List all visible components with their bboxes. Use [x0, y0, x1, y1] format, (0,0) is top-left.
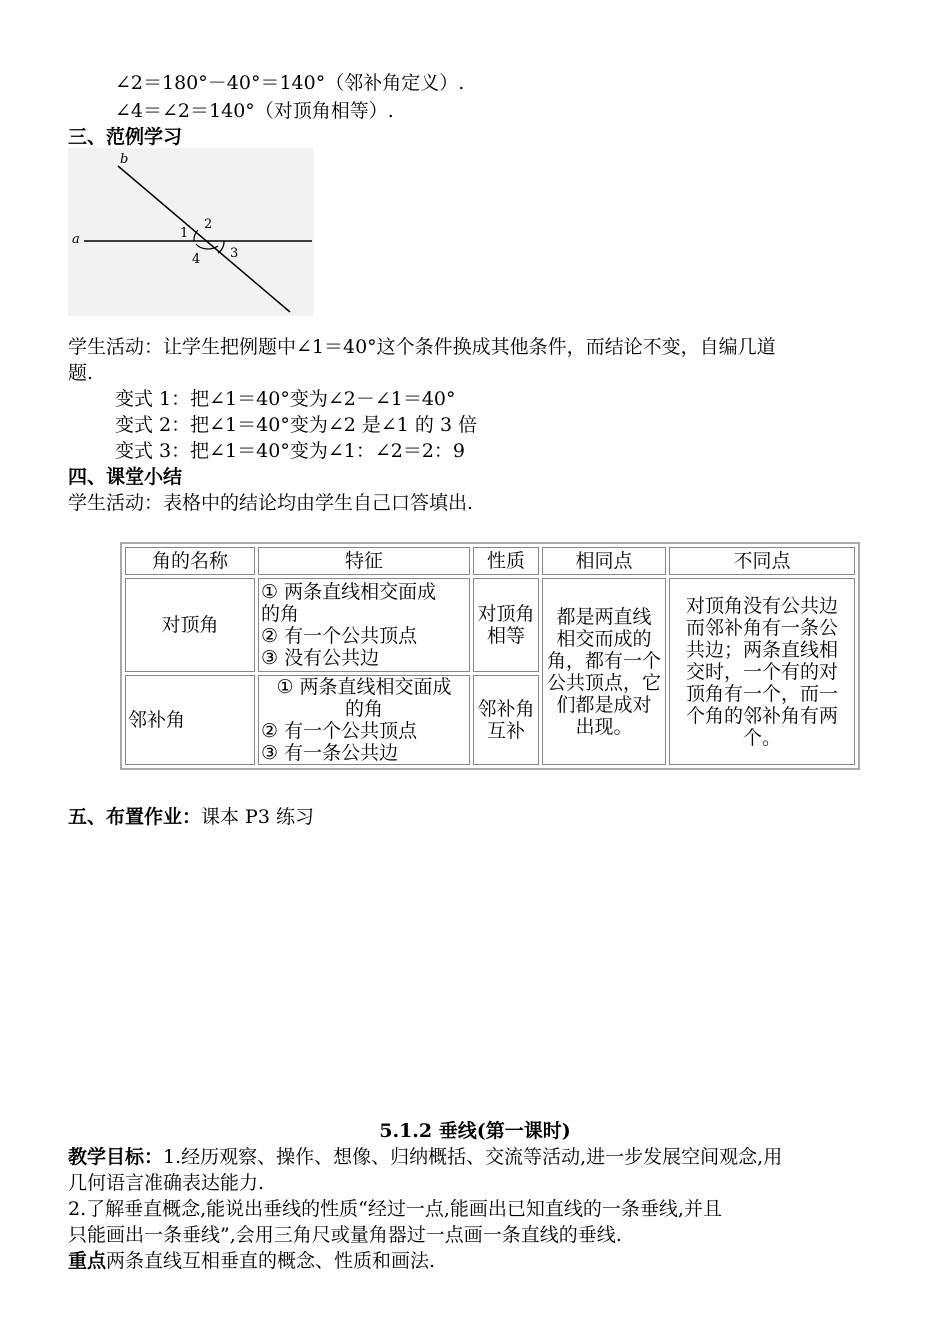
property-line: 互补: [486, 720, 525, 742]
diff-line: 交时，一个有的对: [685, 660, 838, 683]
lesson-title: 5.1.2 垂线(第一课时): [379, 1120, 571, 1142]
feature-line: 的角: [344, 698, 383, 720]
diff-line: 个角的邻补角有两: [685, 704, 838, 727]
label-3: 3: [230, 246, 239, 261]
same-line: 公共顶点，它: [546, 671, 661, 694]
key-point-line: [68, 1248, 435, 1274]
variant-3: 变式 3：把∠1＝40°变为∠1：∠2＝2：9: [115, 440, 466, 462]
header-features: 特征: [258, 547, 470, 575]
same-line: 们都是成对: [556, 693, 652, 716]
homework-line: [68, 804, 314, 830]
student-activity-2: 学生活动：表格中的结论均由学生自己口答填出.: [68, 492, 474, 514]
same-line: 相交而成的: [556, 627, 652, 650]
same-line: 角，都有一个: [546, 649, 661, 672]
feature-line: ③ 有一条公共边: [261, 742, 399, 764]
variant-2: 变式 2：把∠1＝40°变为∠2 是∠1 的 3 倍: [115, 414, 478, 436]
teaching-goal-line-1: [68, 1144, 782, 1170]
angle-arc-24: [196, 244, 218, 249]
teaching-goal-line-4: 只能画出一条垂线”,会用三角尺或量角器过一点画一条直线的垂线.: [68, 1224, 622, 1246]
section-heading-examples: 三、范例学习: [68, 126, 183, 148]
same-line: 都是两直线: [556, 605, 652, 628]
row-features-adjacent: [258, 675, 470, 765]
student-activity-1-cont: 题.: [68, 362, 94, 384]
solution-line-angle2: ∠2＝180°－40°＝140°（邻补角定义）.: [115, 72, 465, 94]
diff-line: 顶角有一个，而一: [685, 682, 838, 705]
teaching-goal-line-2: 几何语言准确表达能力.: [68, 1172, 265, 1194]
feature-line: ① 两条直线相交面成: [261, 581, 437, 603]
solution-line-angle4: ∠4＝∠2＝140°（对顶角相等）.: [115, 100, 394, 122]
feature-line: ② 有一个公共顶点: [261, 720, 418, 742]
label-1: 1: [180, 226, 189, 241]
property-line: 邻补角: [477, 698, 535, 720]
key-point-text: 两条直线互相垂直的概念、性质和画法.: [106, 1250, 436, 1272]
property-line: 相等: [486, 625, 525, 647]
student-activity-1: 学生活动：让学生把例题中∠1＝40°这个条件换成其他条件，而结论不变，自编几道: [68, 336, 776, 358]
label-4: 4: [192, 252, 201, 267]
header-diff: 不同点: [669, 547, 855, 575]
line-b: [118, 166, 290, 312]
same-line: 出现。: [575, 715, 633, 738]
table-row: [125, 578, 855, 672]
variant-1: 变式 1：把∠1＝40°变为∠2－∠1＝40°: [115, 388, 456, 410]
key-point-label: 重点: [68, 1250, 107, 1272]
homework-label: 五、布置作业：: [68, 806, 202, 828]
feature-line: 的角: [261, 603, 300, 625]
row-name-adjacent: 邻补角: [125, 675, 255, 765]
table-header-row: [125, 547, 855, 575]
header-same: 相同点: [542, 547, 666, 575]
row-name-vertical: 对顶角: [125, 578, 255, 672]
label-2: 2: [204, 217, 213, 232]
intersecting-lines-figure: [68, 148, 314, 316]
property-line: 对顶角: [477, 603, 535, 625]
label-a: a: [72, 232, 80, 247]
diff-line: 对顶角没有公共边: [685, 594, 838, 617]
feature-line: ② 有一个公共顶点: [261, 625, 418, 647]
header-property: 性质: [473, 547, 539, 575]
section-heading-summary: 四、课堂小结: [68, 466, 183, 488]
row-property-adjacent: [473, 675, 539, 765]
teaching-goal-label: 教学目标：: [68, 1146, 164, 1168]
teaching-goal-text: 1.经历观察、操作、想像、归纳概括、交流等活动,进一步发展空间观念,用: [163, 1146, 783, 1168]
feature-line: ① 两条直线相交面成: [276, 676, 452, 698]
row-property-vertical: [473, 578, 539, 672]
diff-line: 共边；两条直线相: [685, 638, 838, 661]
diff-line: 而邻补角有一条公: [685, 616, 838, 639]
angle-summary-table: [120, 542, 860, 770]
teaching-goal-line-3: 2.了解垂直概念,能说出垂线的性质“经过一点,能画出已知直线的一条垂线,并且: [68, 1198, 722, 1220]
diff-points-cell: [669, 578, 855, 765]
feature-line: ③ 没有公共边: [261, 647, 380, 669]
row-features-vertical: [258, 578, 470, 672]
label-b: b: [120, 152, 129, 167]
homework-text: 课本 P3 练习: [201, 806, 314, 828]
header-name: 角的名称: [125, 547, 255, 575]
diff-line: 个。: [742, 726, 781, 749]
same-points-cell: [542, 578, 666, 765]
